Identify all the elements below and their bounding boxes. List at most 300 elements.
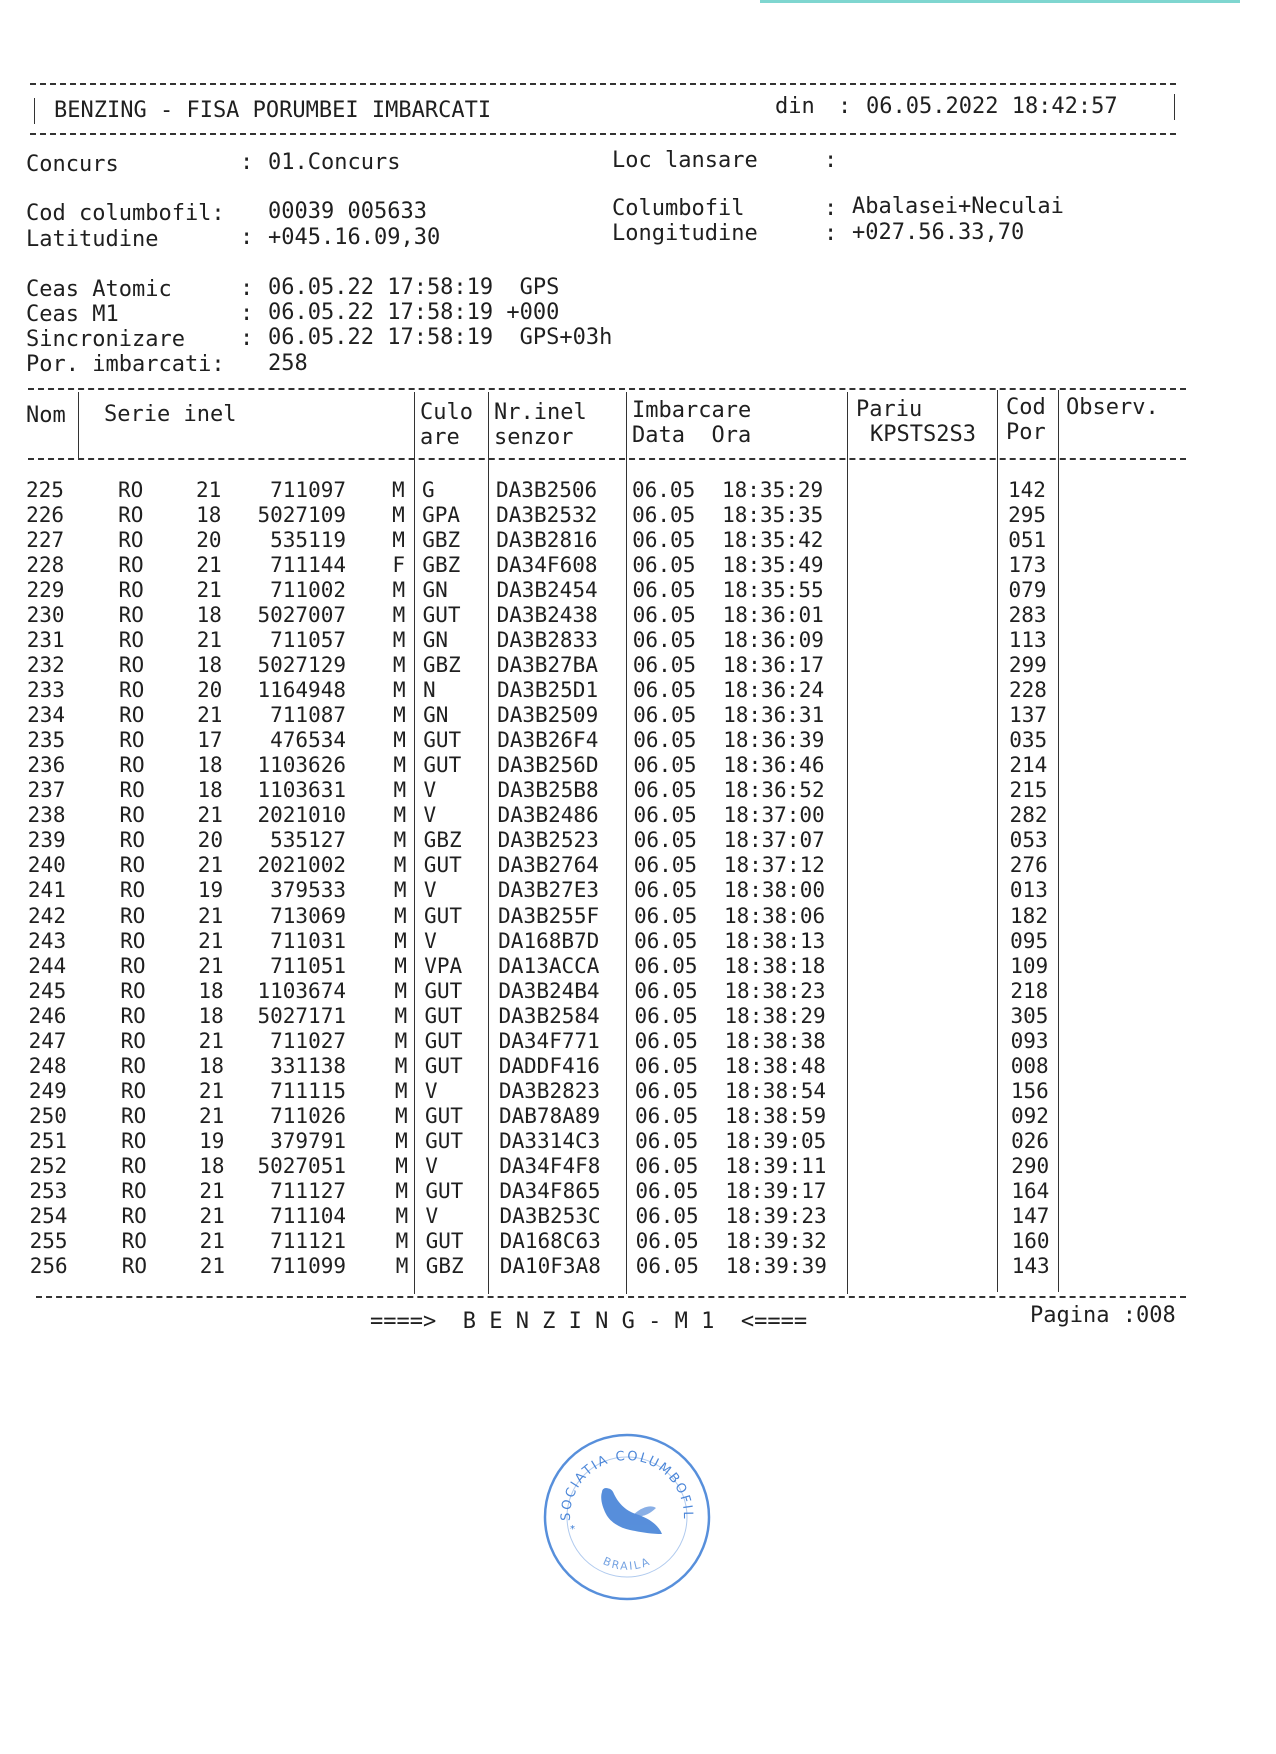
- table-bottom-rule: [36, 1296, 1186, 1298]
- cell-time: 18:36:46: [723, 753, 825, 778]
- cell-time: 18:37:07: [723, 828, 825, 853]
- ceas-atomic-value: 06.05.22 17:58:19 GPS: [268, 275, 560, 300]
- cell-time: 18:36:09: [722, 628, 824, 653]
- cell-nom: 244: [28, 953, 67, 978]
- cell-color: GUT: [425, 1128, 464, 1153]
- association-stamp: [540, 1430, 714, 1604]
- cell-cod-por: 053: [1009, 828, 1048, 853]
- cell-sensor-ring: DA34F865: [499, 1178, 601, 1203]
- cell-nom: 250: [29, 1103, 67, 1128]
- stamp-seal-icon: [540, 1430, 714, 1604]
- cell-year: 20: [196, 528, 222, 553]
- cell-time: 18:38:54: [724, 1078, 827, 1103]
- cell-ring-number: 535127: [270, 828, 346, 853]
- cell-nom: 227: [26, 528, 65, 553]
- cell-year: 18: [198, 1053, 225, 1078]
- cell-date: 06.05: [633, 803, 697, 828]
- cell-cod-por: 182: [1010, 903, 1048, 928]
- ceas-m1-sep: :: [240, 301, 254, 326]
- cell-year: 21: [197, 803, 223, 828]
- cell-cod-por: 299: [1008, 653, 1047, 678]
- cell-country: RO: [120, 903, 146, 928]
- cell-cod-por: 283: [1008, 603, 1047, 628]
- cell-sex: M: [392, 528, 405, 553]
- cell-year: 18: [196, 503, 222, 528]
- table-row: [0, 1004, 1276, 1029]
- cell-sensor-ring: DA3B2454: [496, 578, 598, 603]
- cell-sex: M: [394, 1028, 408, 1053]
- cell-ring-number: 379533: [270, 878, 346, 903]
- latitudine-label: Latitudine: [26, 227, 159, 252]
- cell-time: 18:35:49: [722, 553, 824, 578]
- table-row: [0, 878, 1276, 903]
- cell-sensor-ring: DA3B2506: [496, 478, 598, 502]
- cell-color: GUT: [422, 603, 461, 628]
- cell-year: 18: [198, 978, 224, 1003]
- cell-country: RO: [120, 1078, 147, 1103]
- cell-country: RO: [118, 653, 145, 678]
- longitudine-label: Longitudine: [612, 221, 758, 246]
- col-header-nr-inel-1: Nr.inel: [494, 400, 587, 425]
- cell-sex: M: [394, 1053, 408, 1078]
- cell-sensor-ring: DA168C63: [499, 1228, 601, 1253]
- cell-sensor-ring: DA3B2532: [496, 503, 598, 528]
- cell-date: 06.05: [632, 603, 696, 628]
- concurs-label: Concurs: [26, 152, 119, 177]
- cell-ring-number: 711002: [270, 578, 346, 603]
- cell-sensor-ring: DA3B2823: [498, 1078, 601, 1103]
- cell-cod-por: 079: [1008, 578, 1047, 603]
- cell-sensor-ring: DA3B27BA: [496, 653, 598, 678]
- cell-date: 06.05: [632, 653, 697, 678]
- cell-color: GBZ: [422, 553, 461, 578]
- cell-color: V: [425, 1203, 439, 1228]
- cell-color: GN: [422, 628, 449, 653]
- cell-nom: 235: [27, 728, 66, 753]
- cell-time: 18:36:39: [723, 728, 825, 753]
- table-row: [0, 1154, 1276, 1179]
- cell-sex: M: [395, 1253, 409, 1278]
- cell-cod-por: 295: [1008, 503, 1047, 528]
- cell-nom: 226: [26, 503, 65, 528]
- cell-nom: 233: [26, 678, 65, 703]
- cell-sensor-ring: DA34F608: [496, 553, 598, 578]
- cell-color: GN: [422, 578, 448, 603]
- table-row: [0, 578, 1276, 603]
- cell-sensor-ring: DA3314C3: [499, 1128, 601, 1153]
- cell-year: 21: [199, 1103, 225, 1128]
- cell-color: V: [423, 778, 437, 803]
- latitudine-sep: :: [240, 225, 254, 250]
- cell-date: 06.05: [634, 978, 698, 1003]
- cell-sensor-ring: DAB78A89: [499, 1103, 601, 1128]
- cell-nom: 230: [26, 603, 65, 628]
- cell-nom: 246: [28, 1003, 67, 1028]
- document-title: BENZING - FISA PORUMBEI IMBARCATI: [54, 98, 492, 123]
- cell-time: 18:38:18: [724, 953, 826, 978]
- concurs-value: 01.Concurs: [268, 150, 401, 175]
- cell-sex: M: [395, 1203, 409, 1228]
- cell-nom: 242: [28, 903, 66, 928]
- cell-time: 18:35:42: [722, 528, 824, 553]
- cell-nom: 251: [29, 1128, 68, 1153]
- col-header-culoare-1: Culo: [420, 400, 473, 425]
- cell-nom: 241: [27, 878, 66, 903]
- cod-columbofil-value: 00039 005633: [268, 199, 427, 224]
- col-header-pariu-2: KPSTS2S3: [870, 422, 976, 447]
- cell-country: RO: [121, 1178, 147, 1203]
- cell-year: 20: [196, 678, 223, 703]
- columbofil-value: Abalasei+Neculai: [852, 194, 1064, 219]
- cell-date: 06.05: [634, 1028, 698, 1053]
- cell-cod-por: 093: [1010, 1028, 1049, 1053]
- ceas-atomic-sep: :: [240, 276, 254, 301]
- col-header-cod-1: Cod: [1006, 395, 1046, 420]
- cell-sex: M: [392, 478, 405, 502]
- cell-sex: M: [394, 953, 407, 978]
- cell-country: RO: [118, 578, 144, 603]
- cell-nom: 247: [28, 1028, 67, 1053]
- cell-date: 06.05: [632, 503, 696, 528]
- cell-color: GUT: [424, 978, 463, 1003]
- cell-cod-por: 282: [1009, 803, 1048, 828]
- cell-country: RO: [119, 753, 145, 778]
- cell-sensor-ring: DA3B2816: [496, 528, 598, 553]
- cell-date: 06.05: [632, 578, 696, 603]
- cell-year: 19: [199, 1128, 225, 1153]
- cell-ring-number: 5027171: [257, 1003, 346, 1028]
- cell-time: 18:38:23: [724, 978, 826, 1003]
- cell-ring-number: 711104: [270, 1203, 346, 1228]
- cell-sex: M: [393, 703, 406, 728]
- cell-nom: 237: [27, 778, 66, 803]
- cell-country: RO: [119, 778, 145, 803]
- table-row: [0, 828, 1276, 853]
- table-row: [0, 728, 1276, 753]
- col-header-imbarcare-1: Imbarcare: [632, 398, 752, 423]
- header-top-rule: [30, 83, 1176, 85]
- cell-country: RO: [120, 1028, 146, 1053]
- cell-country: RO: [119, 703, 145, 728]
- cell-sex: M: [394, 1003, 408, 1028]
- table-row: [0, 1129, 1276, 1154]
- cell-cod-por: 215: [1009, 778, 1048, 803]
- cell-cod-por: 173: [1008, 553, 1047, 578]
- ceas-m1-value: 06.05.22 17:58:19 +000: [268, 300, 560, 325]
- cell-year: 21: [198, 903, 224, 928]
- cell-cod-por: 305: [1010, 1003, 1049, 1028]
- cell-cod-por: 051: [1008, 528, 1047, 553]
- cell-sex: M: [392, 653, 406, 678]
- cell-time: 18:38:59: [725, 1103, 827, 1128]
- table-row: [0, 528, 1276, 553]
- footer-banner: ====> B E N Z I N G - M 1 <====: [370, 1309, 808, 1334]
- cell-sex: M: [395, 1228, 409, 1253]
- cell-nom: 236: [27, 753, 66, 778]
- cell-time: 18:39:05: [725, 1128, 827, 1153]
- sincronizare-value: 06.05.22 17:58:19 GPS+03h: [268, 325, 613, 350]
- cell-sensor-ring: DADDF416: [498, 1053, 600, 1078]
- cell-color: VPA: [424, 953, 463, 978]
- table-header-bottom-rule: [28, 458, 1186, 460]
- col-header-observ: Observ.: [1066, 395, 1159, 420]
- cell-cod-por: 113: [1008, 628, 1047, 653]
- cell-sex: M: [393, 778, 407, 803]
- cell-sex: M: [395, 1103, 408, 1128]
- columbofil-label: Columbofil: [612, 196, 745, 221]
- table-row: [0, 628, 1276, 653]
- cell-year: 18: [196, 653, 223, 678]
- table-row: [0, 703, 1276, 728]
- table-row: [0, 478, 1276, 503]
- cell-ring-number: 713069: [270, 903, 346, 928]
- cell-date: 06.05: [635, 1153, 699, 1178]
- cell-country: RO: [119, 803, 145, 828]
- cell-nom: 248: [28, 1053, 67, 1078]
- cell-nom: 243: [28, 928, 67, 953]
- cell-date: 06.05: [635, 1228, 699, 1253]
- cell-cod-por: 142: [1008, 478, 1046, 502]
- cell-color: V: [424, 928, 437, 953]
- cell-date: 06.05: [632, 528, 696, 553]
- cell-country: RO: [118, 503, 144, 528]
- cell-color: N: [422, 678, 436, 703]
- cell-nom: 239: [27, 828, 66, 853]
- cell-nom: 231: [26, 628, 65, 653]
- cell-cod-por: 026: [1011, 1128, 1050, 1153]
- cell-sensor-ring: DA34F771: [498, 1028, 600, 1053]
- cell-time: 18:36:52: [723, 778, 825, 803]
- sincronizare-sep: :: [240, 326, 254, 351]
- cod-columbofil-label: Cod columbofil:: [26, 201, 225, 226]
- concurs-sep: :: [240, 150, 254, 175]
- cell-date: 06.05: [634, 953, 698, 978]
- cell-nom: 228: [26, 553, 65, 578]
- table-row: [0, 503, 1276, 528]
- cell-color: GBZ: [425, 1253, 464, 1278]
- cell-color: GUT: [423, 853, 462, 878]
- cell-color: V: [424, 1078, 438, 1103]
- cell-sex: M: [395, 1153, 408, 1178]
- loc-lansare-sep: :: [824, 148, 838, 173]
- cell-sex: M: [395, 1128, 408, 1153]
- cell-year: 18: [197, 778, 223, 803]
- table-row: [0, 653, 1276, 678]
- cell-country: RO: [121, 1203, 147, 1228]
- header-left-border: [34, 98, 35, 124]
- cell-date: 06.05: [634, 928, 698, 953]
- header-right-border: [1174, 94, 1175, 120]
- cell-time: 18:39:11: [725, 1153, 827, 1178]
- latitudine-value: +045.16.09,30: [268, 225, 441, 250]
- cell-ring-number: 711121: [270, 1228, 346, 1253]
- cell-year: 18: [197, 753, 223, 778]
- cell-sensor-ring: DA3B2523: [497, 828, 599, 853]
- cell-ring-number: 711057: [270, 628, 346, 653]
- cell-time: 18:36:24: [722, 678, 825, 703]
- header-bottom-rule: [30, 133, 1176, 135]
- table-row: [0, 1204, 1276, 1229]
- cell-year: 19: [197, 878, 224, 903]
- col-header-nr-inel-2: senzor: [494, 425, 574, 450]
- cell-ring-number: 5027007: [257, 603, 346, 628]
- table-row: [0, 678, 1276, 703]
- cell-cod-por: 013: [1009, 878, 1048, 903]
- cell-sex: M: [392, 603, 406, 628]
- svg-text:BRAILA: BRAILA: [601, 1554, 653, 1573]
- header-date-label: din: [775, 94, 815, 119]
- cell-cod-por: 218: [1010, 978, 1049, 1003]
- cell-nom: 225: [26, 478, 64, 502]
- cell-date: 06.05: [633, 853, 698, 878]
- cell-color: GUT: [424, 1028, 463, 1053]
- porumbei-imbarcati-label: Por. imbarcati:: [26, 352, 225, 377]
- cell-country: RO: [119, 878, 146, 903]
- table-row: [0, 1054, 1276, 1079]
- cell-sex: M: [393, 753, 406, 778]
- cell-sensor-ring: DA3B2486: [497, 803, 599, 828]
- cell-cod-por: 137: [1009, 703, 1048, 728]
- cell-country: RO: [118, 478, 144, 502]
- cell-year: 21: [199, 1228, 225, 1253]
- cell-time: 18:37:00: [723, 803, 825, 828]
- cell-sex: M: [393, 728, 406, 753]
- table-row: [0, 803, 1276, 828]
- cell-country: RO: [118, 603, 144, 628]
- table-row: [0, 929, 1276, 954]
- footer-page-number: Pagina :008: [1030, 1303, 1176, 1328]
- cell-year: 21: [196, 478, 222, 502]
- cell-ring-number: 711087: [270, 703, 346, 728]
- table-row: [0, 753, 1276, 778]
- cell-sex: M: [392, 503, 405, 528]
- table-row: [0, 778, 1276, 803]
- cell-ring-number: 5027051: [257, 1153, 346, 1178]
- col-header-nom: Nom: [26, 403, 66, 428]
- cell-cod-por: 143: [1011, 1253, 1050, 1278]
- cell-ring-number: 1103631: [257, 778, 346, 803]
- cell-ring-number: 379791: [270, 1128, 346, 1153]
- cell-country: RO: [121, 1253, 148, 1278]
- cell-year: 21: [198, 953, 224, 978]
- cell-ring-number: 711097: [270, 478, 346, 502]
- cell-country: RO: [120, 1053, 147, 1078]
- cell-sensor-ring: DA3B27E3: [497, 878, 600, 903]
- scan-edge-mark: [760, 0, 1240, 3]
- cell-ring-number: 2021010: [257, 803, 346, 828]
- cell-time: 18:38:29: [724, 1003, 826, 1028]
- cell-sensor-ring: DA3B2438: [496, 603, 598, 628]
- cell-sensor-ring: DA3B24B4: [498, 978, 600, 1003]
- table-row: [0, 904, 1276, 929]
- table-row: [0, 1179, 1276, 1204]
- cell-color: GUT: [425, 1103, 463, 1128]
- cell-date: 06.05: [633, 703, 697, 728]
- cell-date: 06.05: [635, 1203, 699, 1228]
- cell-ring-number: 1103626: [257, 753, 346, 778]
- cell-date: 06.05: [632, 553, 696, 578]
- cell-sensor-ring: DA3B2833: [496, 628, 598, 653]
- col-header-pariu-1: Pariu: [856, 397, 923, 422]
- cell-color: GN: [423, 703, 449, 728]
- cell-ring-number: 711115: [270, 1078, 346, 1103]
- cell-time: 18:39:39: [725, 1253, 827, 1278]
- cell-date: 06.05: [632, 478, 696, 502]
- cell-time: 18:38:38: [724, 1028, 826, 1053]
- cell-nom: 238: [27, 803, 66, 828]
- cell-date: 06.05: [634, 1003, 698, 1028]
- cell-date: 06.05: [632, 628, 696, 653]
- cell-cod-por: 095: [1010, 928, 1049, 953]
- cell-nom: 232: [26, 653, 65, 678]
- cell-color: V: [425, 1153, 438, 1178]
- cell-time: 18:38:06: [724, 903, 826, 928]
- cell-year: 21: [197, 853, 224, 878]
- cell-country: RO: [118, 678, 145, 703]
- cell-sensor-ring: DA3B25B8: [497, 778, 599, 803]
- cell-sensor-ring: DA3B253C: [499, 1203, 601, 1228]
- table-row: [0, 603, 1276, 628]
- cell-ring-number: 1164948: [257, 678, 346, 703]
- cell-color: GUT: [425, 1178, 464, 1203]
- cell-color: V: [423, 878, 437, 903]
- cell-date: 06.05: [635, 1253, 699, 1278]
- cell-color: GUT: [424, 1053, 463, 1078]
- col-header-culoare-2: are: [420, 425, 460, 450]
- cell-year: 21: [196, 553, 222, 578]
- cell-ring-number: 711031: [270, 928, 346, 953]
- table-row: [0, 1229, 1276, 1254]
- cell-nom: 229: [26, 578, 65, 603]
- cell-date: 06.05: [633, 778, 697, 803]
- cell-nom: 245: [28, 978, 67, 1003]
- cell-nom: 234: [27, 703, 66, 728]
- cell-country: RO: [119, 853, 146, 878]
- cell-date: 06.05: [633, 753, 697, 778]
- cell-time: 18:36:01: [722, 603, 824, 628]
- cell-ring-number: 5027109: [257, 503, 346, 528]
- cell-country: RO: [121, 1153, 147, 1178]
- table-header-top-rule: [28, 388, 1186, 390]
- cell-nom: 254: [29, 1203, 68, 1228]
- cell-country: RO: [121, 1228, 147, 1253]
- cell-year: 21: [198, 1078, 225, 1103]
- cell-sensor-ring: DA10F3A8: [499, 1253, 601, 1278]
- cell-date: 06.05: [634, 1053, 698, 1078]
- cell-nom: 253: [29, 1178, 68, 1203]
- cell-year: 18: [196, 603, 222, 628]
- cell-cod-por: 160: [1011, 1228, 1050, 1253]
- cell-sex: M: [392, 628, 406, 653]
- cell-country: RO: [119, 728, 145, 753]
- cell-color: GUT: [423, 753, 462, 778]
- cell-ring-number: 2021002: [257, 853, 346, 878]
- cell-date: 06.05: [633, 878, 698, 903]
- cell-cod-por: 008: [1010, 1053, 1049, 1078]
- cell-sex: M: [394, 928, 407, 953]
- cell-nom: 240: [27, 853, 66, 878]
- cell-country: RO: [120, 1003, 146, 1028]
- cell-cod-por: 147: [1011, 1203, 1050, 1228]
- loc-lansare-label: Loc lansare: [612, 148, 758, 173]
- cell-cod-por: 035: [1009, 728, 1048, 753]
- cell-sex: M: [393, 853, 407, 878]
- cell-sensor-ring: DA3B2509: [497, 703, 599, 728]
- cell-cod-por: 092: [1011, 1103, 1049, 1128]
- svg-text:ASOCIATIA COLUMBOFILA: SOCIATIA COLUMBOFIL: [558, 1448, 696, 1522]
- col-sep-nom: [78, 392, 79, 460]
- cell-year: 21: [198, 1028, 224, 1053]
